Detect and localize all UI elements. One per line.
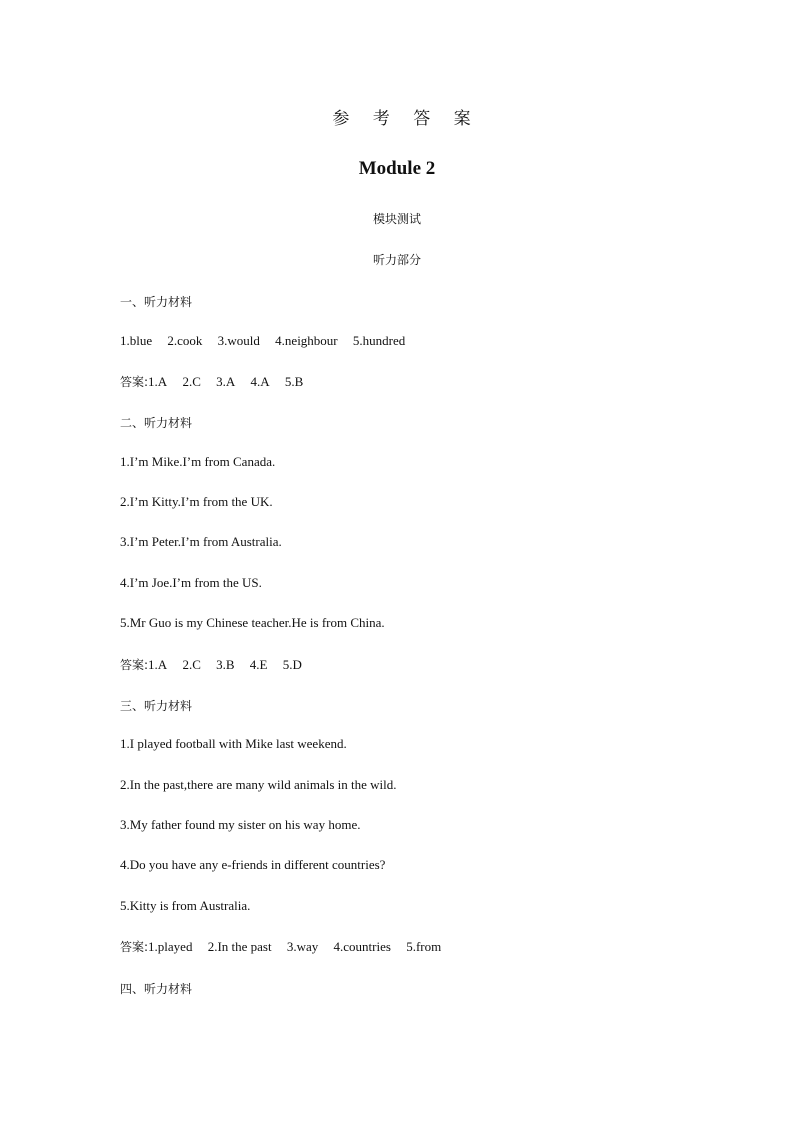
section-1-words xyxy=(120,333,405,349)
answer-item: 2.C xyxy=(182,374,201,389)
test-subtitle: 模块测试 xyxy=(372,212,421,226)
answer-item: 1.A xyxy=(148,657,168,672)
answer-item: 3.way xyxy=(286,939,319,954)
section-1-answers xyxy=(120,373,303,390)
sentence-line: 1.I’m Mike.I’m from Canada. xyxy=(120,454,276,469)
answer-label: 答案: xyxy=(120,375,149,389)
sentence-line: 1.I played football with Mike last weekend. xyxy=(120,736,347,751)
module-title: Module 2 xyxy=(358,158,436,179)
answer-label: 答案: xyxy=(120,658,149,672)
word-item: 4.neighbour xyxy=(275,333,338,348)
answer-item: 3.B xyxy=(216,657,235,672)
answer-label: 答案: xyxy=(120,940,149,954)
answer-item: 2.In the past xyxy=(207,939,272,954)
sentence-line: 3.My father found my sister on his way home. xyxy=(120,817,361,832)
page-title: 参 考 答 案 xyxy=(332,109,480,129)
word-item: 2.cook xyxy=(167,333,203,348)
answer-item: 5.from xyxy=(406,939,442,954)
sentence-line: 3.I’m Peter.I’m from Australia. xyxy=(120,534,282,549)
answer-item: 2.C xyxy=(182,657,201,672)
answer-item: 1.A xyxy=(148,374,168,389)
answer-item: 1.played xyxy=(148,939,193,954)
answer-item: 5.B xyxy=(284,374,304,389)
sentence-line: 2.I’m Kitty.I’m from the UK. xyxy=(120,494,273,509)
answer-item: 4.countries xyxy=(333,939,391,954)
answer-item: 3.A xyxy=(216,374,236,389)
section-2-heading: 二、听力材料 xyxy=(120,416,193,430)
sentence-line: 4.I’m Joe.I’m from the US. xyxy=(120,575,262,590)
section-1-heading: 一、听力材料 xyxy=(120,295,193,309)
word-item: 5.hundred xyxy=(352,333,406,348)
section-2-answers xyxy=(120,656,302,673)
sentence-line: 5.Kitty is from Australia. xyxy=(120,898,251,913)
sentence-line: 5.Mr Guo is my Chinese teacher.He is from China. xyxy=(120,615,385,630)
section-3-heading: 三、听力材料 xyxy=(120,699,193,713)
answer-item: 4.A xyxy=(250,374,270,389)
sentence-line: 2.In the past,there are many wild animals in the wild. xyxy=(120,777,397,792)
section-3-answers xyxy=(120,938,441,955)
word-item: 1.blue xyxy=(120,333,153,348)
answer-item: 4.E xyxy=(249,657,268,672)
section-4-heading: 四、听力材料 xyxy=(120,982,193,996)
word-item: 3.would xyxy=(217,333,260,348)
listening-subtitle: 听力部分 xyxy=(372,253,421,267)
sentence-line: 4.Do you have any e-friends in different countries? xyxy=(120,857,386,872)
answer-item: 5.D xyxy=(282,657,302,672)
